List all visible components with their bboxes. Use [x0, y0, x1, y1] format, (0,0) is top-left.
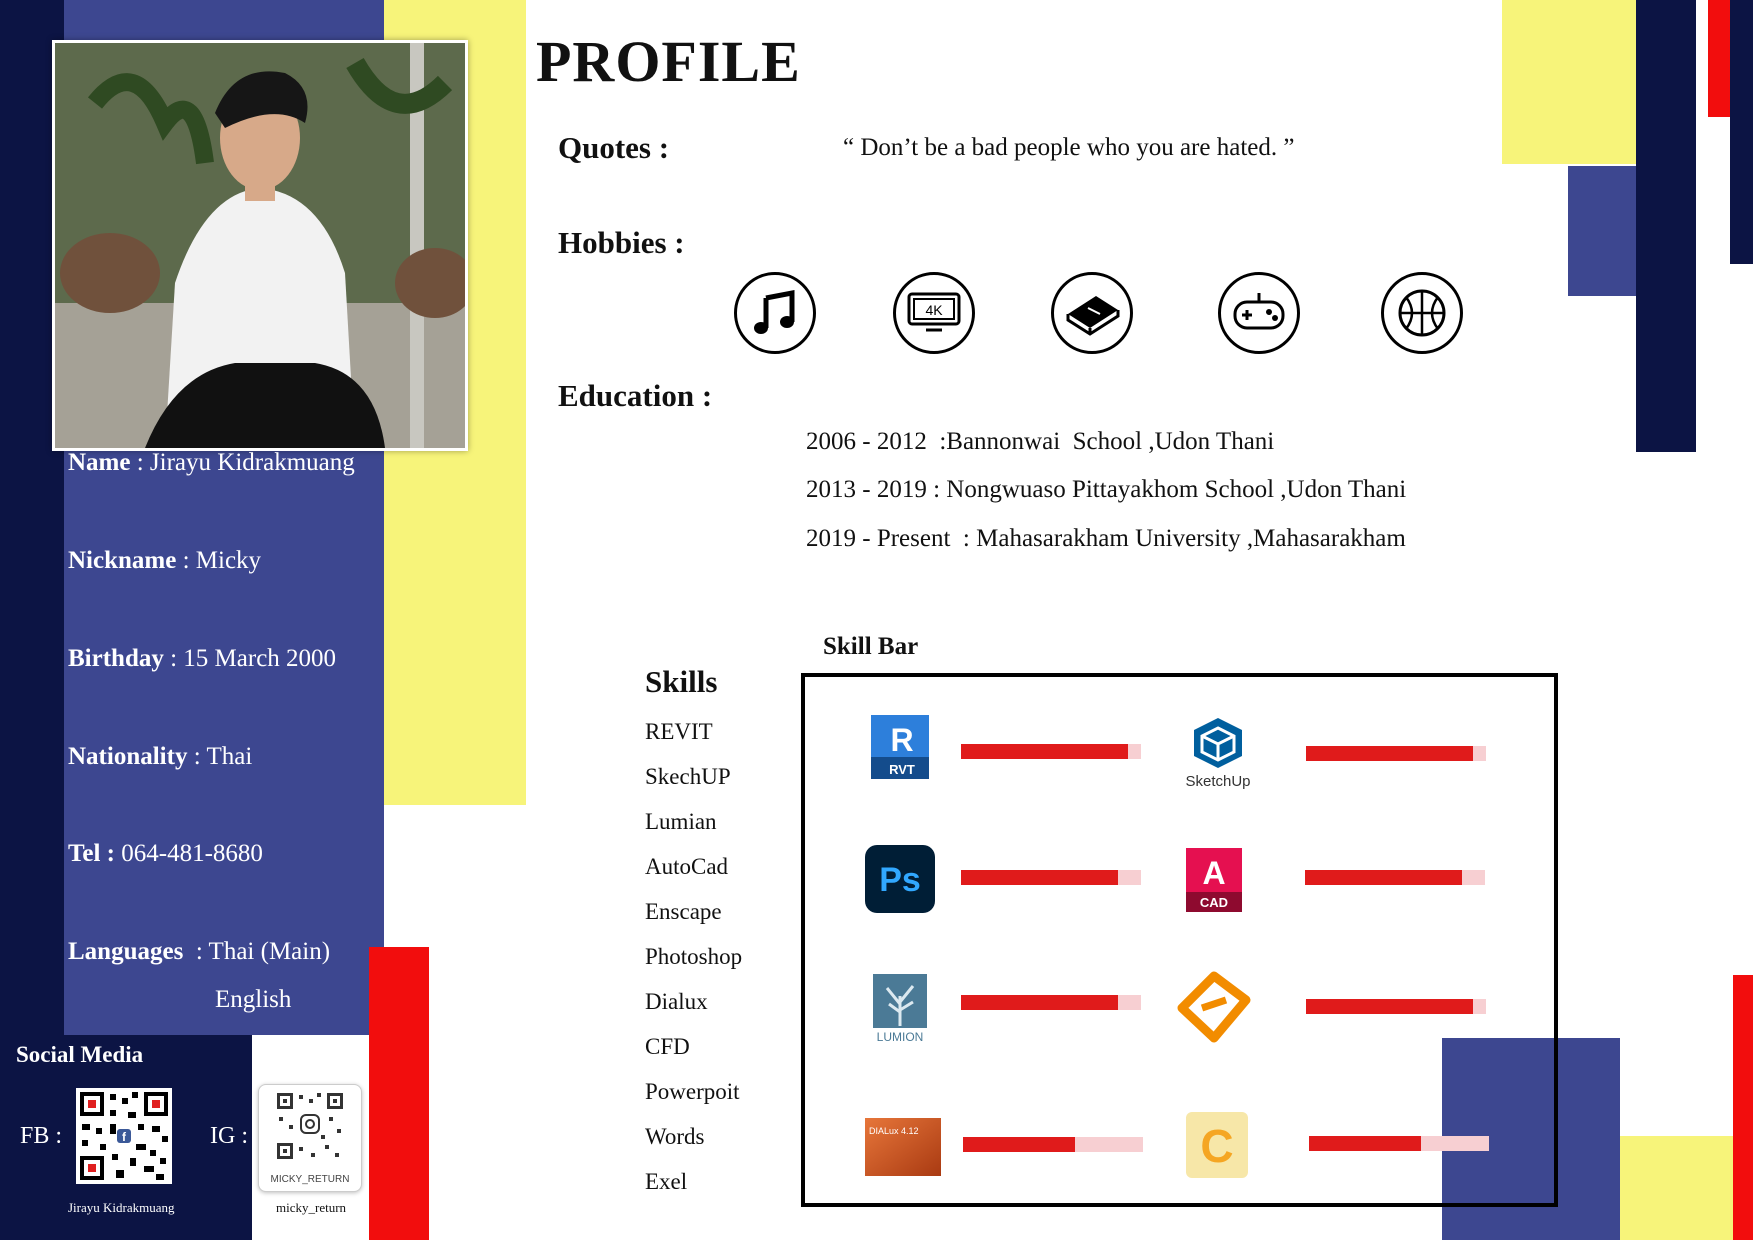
- tv-4k-icon: [893, 272, 975, 354]
- lumion-logo-icon: [869, 972, 931, 1044]
- hobbies-label: Hobbies :: [558, 225, 685, 260]
- skill-item: Exel: [645, 1169, 688, 1194]
- education-item: 2013 - 2019 : Nongwuaso Pittayakhom School ,Udon Thani: [806, 476, 1407, 503]
- skill-bar-fill: [963, 1137, 1075, 1152]
- book-icon: [1051, 272, 1133, 354]
- skill-item: CFD: [645, 1034, 690, 1059]
- nickname-label: Nickname: [68, 547, 177, 574]
- ig-qr-text: MICKY_RETURN: [270, 1174, 350, 1185]
- page-title: PROFILE: [536, 29, 801, 94]
- navy-block-far-right: [1730, 0, 1753, 264]
- nickname-value: : Micky: [176, 547, 262, 574]
- indigo-block-right: [1568, 166, 1636, 296]
- languages-value: : Thai (Main): [183, 938, 331, 965]
- nickname-line: [68, 547, 261, 575]
- skill-bar-track: [1305, 870, 1485, 885]
- birthday-value: : 15 March 2000: [163, 645, 337, 672]
- cfd-logo-icon: [1186, 1112, 1248, 1178]
- skills-title: Skills: [645, 664, 718, 699]
- quotes-label: Quotes :: [558, 130, 670, 165]
- music-note-icon: [734, 272, 816, 354]
- skill-item: REVIT: [645, 719, 713, 744]
- tv-4k-text: 4K: [925, 302, 943, 318]
- languages-label: Languages: [68, 938, 184, 965]
- languages-value-2: English: [215, 986, 292, 1013]
- quote-text: “ Don’t be a bad people who you are hated. ”: [843, 134, 1295, 161]
- name-value: : Jirayu Kidrakmuang: [130, 449, 355, 476]
- tel-value: 064-481-8680: [115, 840, 263, 867]
- skill-item: Photoshop: [645, 944, 743, 969]
- photoshop-logo-icon: [865, 845, 935, 913]
- fb-label: FB :: [20, 1123, 63, 1149]
- birthday-label: Birthday: [68, 645, 164, 672]
- yellow-block-top-right: [1502, 0, 1636, 164]
- name-line: [68, 449, 355, 477]
- education-item: 2006 - 2012 :Bannonwai School ,Udon Thani: [806, 428, 1275, 455]
- skill-bar-track: [1309, 1136, 1489, 1151]
- enscape-logo-icon: [1176, 970, 1252, 1046]
- red-bar-bottom-right: [1733, 975, 1753, 1240]
- revit-logo-text: R: [890, 722, 914, 758]
- red-bar-top-right: [1708, 0, 1730, 117]
- fb-qr-code[interactable]: [76, 1088, 172, 1184]
- skill-bar-track: [963, 1137, 1143, 1152]
- name-label: Name: [68, 449, 131, 476]
- ig-qr-card[interactable]: [258, 1084, 362, 1192]
- tel-line: [68, 840, 263, 868]
- skill-bar-track: [961, 870, 1141, 885]
- autocad-logo-subtext: CAD: [1199, 895, 1229, 910]
- skill-bar-fill: [1305, 870, 1462, 885]
- red-bar-left: [369, 947, 429, 1240]
- photoshop-logo-text: Ps: [879, 861, 921, 899]
- nationality-label: Nationality: [68, 743, 188, 770]
- ig-label: IG :: [210, 1123, 248, 1149]
- cfd-logo-text: C: [1200, 1120, 1234, 1172]
- birthday-line: [68, 645, 336, 673]
- skill-bar-fill: [961, 744, 1128, 759]
- lumion-logo-text: LUMION: [876, 1030, 924, 1044]
- autocad-logo-icon: [1182, 846, 1246, 914]
- skill-item: AutoCad: [645, 854, 729, 879]
- navy-block-right: [1636, 0, 1696, 452]
- sketchup-logo-icon: [1180, 714, 1256, 790]
- dialux-logo-icon: [865, 1118, 941, 1176]
- skill-bar-track: [961, 744, 1141, 759]
- yellow-block-bottom-right: [1620, 1136, 1733, 1240]
- skill-item: Words: [645, 1124, 705, 1149]
- revit-logo-subtext: RVT: [889, 762, 915, 777]
- skill-item: Powerpoit: [645, 1079, 740, 1104]
- skill-bar-fill: [1306, 999, 1473, 1014]
- sketchup-logo-text: SketchUp: [1185, 773, 1251, 790]
- svg-text:f: f: [122, 1130, 126, 1144]
- skill-item: Enscape: [645, 899, 722, 924]
- skill-item: Dialux: [645, 989, 708, 1014]
- dialux-logo-text: DIALux 4.12: [869, 1126, 919, 1136]
- education-label: Education :: [558, 378, 713, 413]
- nationality-line: [68, 743, 252, 771]
- tel-label: Tel :: [68, 840, 115, 867]
- education-item: 2019 - Present : Mahasarakham University ,Mahasarakham: [806, 525, 1406, 552]
- skill-item: Lumian: [645, 809, 717, 834]
- skill-bar-track: [1306, 746, 1486, 761]
- skill-bar-track: [961, 995, 1141, 1010]
- ig-caption: micky_return: [276, 1200, 347, 1215]
- languages-line: [68, 938, 330, 966]
- skill-bar-fill: [1309, 1136, 1421, 1151]
- nationality-value: : Thai: [187, 743, 253, 770]
- social-media-title: Social Media: [16, 1042, 144, 1067]
- skill-bar-fill: [1306, 746, 1473, 761]
- gamepad-icon: [1218, 272, 1300, 354]
- revit-logo-icon: [869, 713, 931, 783]
- skill-bar-fill: [961, 995, 1118, 1010]
- skill-bar-title: Skill Bar: [823, 633, 919, 660]
- profile-photo: [52, 40, 468, 451]
- skill-bar-fill: [961, 870, 1118, 885]
- fb-caption: Jirayu Kidrakmuang: [68, 1200, 175, 1215]
- autocad-logo-text: A: [1202, 855, 1226, 891]
- skill-bar-track: [1306, 999, 1486, 1014]
- skill-item: SkechUP: [645, 764, 731, 789]
- basketball-icon: [1381, 272, 1463, 354]
